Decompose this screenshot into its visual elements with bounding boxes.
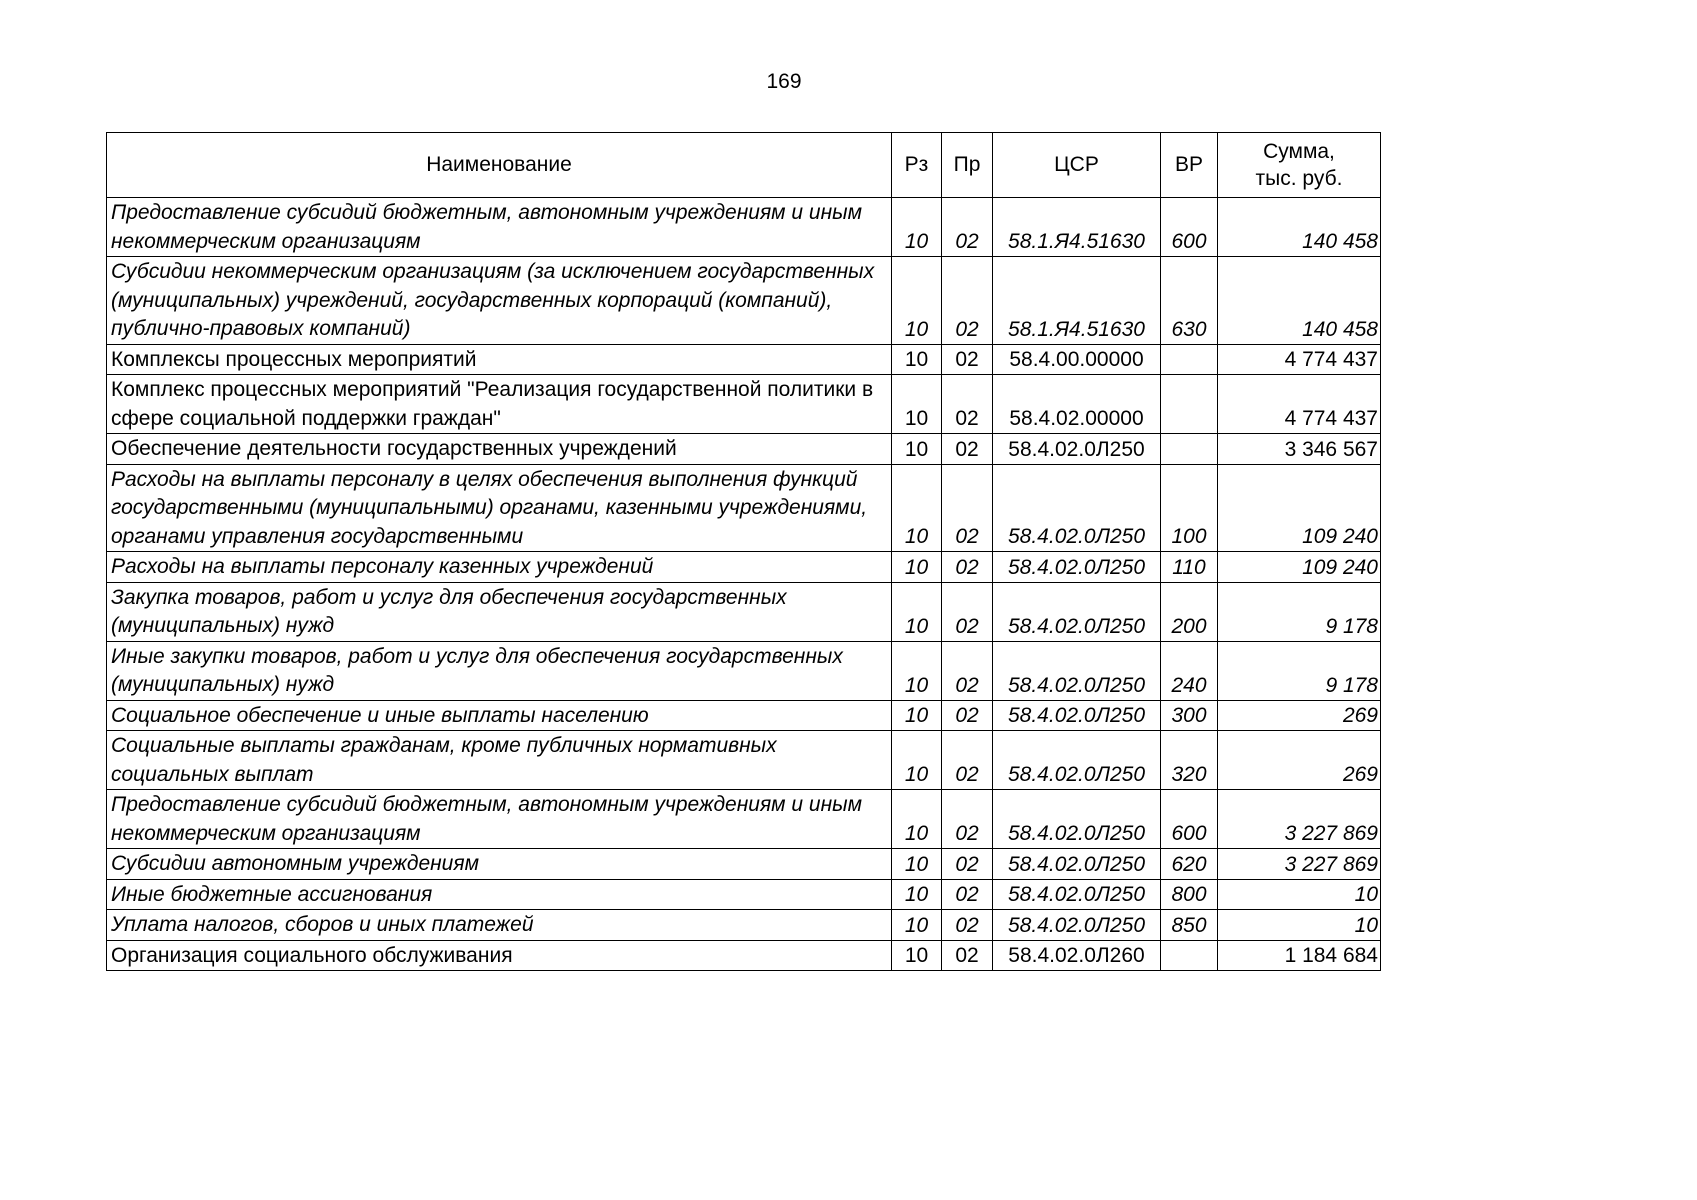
table-row — [107, 641, 1381, 700]
row-csr-cell: 58.4.02.0Л250 — [993, 849, 1161, 880]
row-name-cell: Субсидии автономным учреждениям — [107, 849, 892, 880]
row-sum-cell: 4 774 437 — [1218, 344, 1381, 375]
table-row — [107, 731, 1381, 790]
row-vr-cell: 320 — [1161, 731, 1218, 790]
row-name-cell: Социальные выплаты гражданам, кроме публичных нормативных социальных выплат — [107, 731, 892, 790]
row-sum-cell: 109 240 — [1218, 552, 1381, 583]
row-rz-cell: 10 — [892, 731, 942, 790]
row-sum-cell: 3 227 869 — [1218, 849, 1381, 880]
table-row — [107, 344, 1381, 375]
header-sum-line2: тыс. руб. — [1255, 167, 1343, 190]
row-rz-cell: 10 — [892, 375, 942, 434]
row-sum-cell: 269 — [1218, 700, 1381, 731]
row-name-cell: Иные закупки товаров, работ и услуг для обеспечения государственных (муниципальных) нужд — [107, 641, 892, 700]
row-sum-cell: 10 — [1218, 879, 1381, 910]
header-vr: ВР — [1161, 133, 1218, 198]
row-sum-cell: 3 227 869 — [1218, 790, 1381, 849]
row-csr-cell: 58.1.Я4.51630 — [993, 198, 1161, 257]
row-csr-cell: 58.4.02.0Л250 — [993, 790, 1161, 849]
row-vr-cell: 600 — [1161, 790, 1218, 849]
row-csr-cell: 58.1.Я4.51630 — [993, 257, 1161, 345]
row-rz-cell: 10 — [892, 344, 942, 375]
row-vr-cell: 300 — [1161, 700, 1218, 731]
row-sum-cell: 269 — [1218, 731, 1381, 790]
row-name-cell: Организация социального обслуживания — [107, 940, 892, 971]
row-sum-cell: 10 — [1218, 910, 1381, 941]
page-number: 169 — [766, 70, 802, 93]
row-pr-cell: 02 — [942, 375, 993, 434]
table-row — [107, 790, 1381, 849]
row-vr-cell: 110 — [1161, 552, 1218, 583]
row-csr-cell: 58.4.02.0Л250 — [993, 464, 1161, 552]
row-rz-cell: 10 — [892, 464, 942, 552]
header-sum-line1: Сумма, — [1263, 140, 1335, 163]
row-pr-cell: 02 — [942, 849, 993, 880]
header-sum — [1218, 133, 1381, 198]
table-header-row — [107, 133, 1381, 198]
row-name-cell: Комплексы процессных мероприятий — [107, 344, 892, 375]
row-rz-cell: 10 — [892, 790, 942, 849]
row-csr-cell: 58.4.02.0Л250 — [993, 641, 1161, 700]
row-rz-cell: 10 — [892, 641, 942, 700]
row-sum-cell: 9 178 — [1218, 641, 1381, 700]
row-rz-cell: 10 — [892, 700, 942, 731]
row-sum-cell: 109 240 — [1218, 464, 1381, 552]
row-pr-cell: 02 — [942, 434, 993, 465]
table-row — [107, 464, 1381, 552]
row-pr-cell: 02 — [942, 700, 993, 731]
row-rz-cell: 10 — [892, 257, 942, 345]
row-pr-cell: 02 — [942, 879, 993, 910]
row-name-cell: Расходы на выплаты персоналу в целях обеспечения выполнения функций государственными (муниципальными) органами, казенными учреждениями, органами управления государственными — [107, 464, 892, 552]
row-vr-cell — [1161, 434, 1218, 465]
row-rz-cell: 10 — [892, 910, 942, 941]
row-pr-cell: 02 — [942, 790, 993, 849]
row-csr-cell: 58.4.00.00000 — [993, 344, 1161, 375]
row-rz-cell: 10 — [892, 849, 942, 880]
table-row — [107, 849, 1381, 880]
row-name-cell: Предоставление субсидий бюджетным, автономным учреждениям и иным некоммерческим организациям — [107, 790, 892, 849]
row-csr-cell: 58.4.02.0Л250 — [993, 552, 1161, 583]
row-pr-cell: 02 — [942, 344, 993, 375]
budget-table — [106, 132, 1381, 971]
table-row — [107, 552, 1381, 583]
header-rz: Рз — [892, 133, 942, 198]
row-csr-cell: 58.4.02.0Л250 — [993, 700, 1161, 731]
row-rz-cell: 10 — [892, 940, 942, 971]
row-name-cell: Уплата налогов, сборов и иных платежей — [107, 910, 892, 941]
row-vr-cell: 630 — [1161, 257, 1218, 345]
row-name-cell: Расходы на выплаты персоналу казенных учреждений — [107, 552, 892, 583]
table-row — [107, 375, 1381, 434]
row-rz-cell: 10 — [892, 879, 942, 910]
row-csr-cell: 58.4.02.0Л250 — [993, 434, 1161, 465]
row-pr-cell: 02 — [942, 910, 993, 941]
row-pr-cell: 02 — [942, 257, 993, 345]
table-body — [107, 198, 1381, 971]
row-vr-cell: 850 — [1161, 910, 1218, 941]
row-csr-cell: 58.4.02.00000 — [993, 375, 1161, 434]
row-csr-cell: 58.4.02.0Л250 — [993, 879, 1161, 910]
table-row — [107, 700, 1381, 731]
table-row — [107, 910, 1381, 941]
table-row — [107, 879, 1381, 910]
row-rz-cell: 10 — [892, 198, 942, 257]
header-pr: Пр — [942, 133, 993, 198]
table-row — [107, 434, 1381, 465]
row-pr-cell: 02 — [942, 198, 993, 257]
row-vr-cell: 620 — [1161, 849, 1218, 880]
row-name-cell: Закупка товаров, работ и услуг для обеспечения государственных (муниципальных) нужд — [107, 582, 892, 641]
row-pr-cell: 02 — [942, 464, 993, 552]
table-row — [107, 582, 1381, 641]
row-vr-cell: 200 — [1161, 582, 1218, 641]
row-csr-cell: 58.4.02.0Л260 — [993, 940, 1161, 971]
table-row — [107, 198, 1381, 257]
row-rz-cell: 10 — [892, 582, 942, 641]
table-row — [107, 257, 1381, 345]
row-pr-cell: 02 — [942, 641, 993, 700]
row-vr-cell — [1161, 344, 1218, 375]
row-vr-cell — [1161, 375, 1218, 434]
row-vr-cell: 100 — [1161, 464, 1218, 552]
row-name-cell: Обеспечение деятельности государственных учреждений — [107, 434, 892, 465]
row-pr-cell: 02 — [942, 940, 993, 971]
header-name: Наименование — [107, 133, 892, 198]
row-csr-cell: 58.4.02.0Л250 — [993, 910, 1161, 941]
row-csr-cell: 58.4.02.0Л250 — [993, 731, 1161, 790]
row-name-cell: Социальное обеспечение и иные выплаты населению — [107, 700, 892, 731]
row-vr-cell: 240 — [1161, 641, 1218, 700]
table-row — [107, 940, 1381, 971]
row-name-cell: Комплекс процессных мероприятий "Реализация государственной политики в сфере социальной поддержки граждан" — [107, 375, 892, 434]
row-pr-cell: 02 — [942, 552, 993, 583]
row-csr-cell: 58.4.02.0Л250 — [993, 582, 1161, 641]
row-vr-cell — [1161, 940, 1218, 971]
row-vr-cell: 600 — [1161, 198, 1218, 257]
row-sum-cell: 9 178 — [1218, 582, 1381, 641]
row-pr-cell: 02 — [942, 582, 993, 641]
row-sum-cell: 140 458 — [1218, 257, 1381, 345]
row-vr-cell: 800 — [1161, 879, 1218, 910]
row-rz-cell: 10 — [892, 434, 942, 465]
row-sum-cell: 3 346 567 — [1218, 434, 1381, 465]
row-name-cell: Предоставление субсидий бюджетным, автономным учреждениям и иным некоммерческим организациям — [107, 198, 892, 257]
row-name-cell: Субсидии некоммерческим организациям (за исключением государственных (муниципальных) учреждений, государственных корпораций (компаний), публично-правовых компаний) — [107, 257, 892, 345]
row-sum-cell: 4 774 437 — [1218, 375, 1381, 434]
row-name-cell: Иные бюджетные ассигнования — [107, 879, 892, 910]
row-sum-cell: 1 184 684 — [1218, 940, 1381, 971]
row-rz-cell: 10 — [892, 552, 942, 583]
row-sum-cell: 140 458 — [1218, 198, 1381, 257]
row-pr-cell: 02 — [942, 731, 993, 790]
header-csr: ЦСР — [993, 133, 1161, 198]
